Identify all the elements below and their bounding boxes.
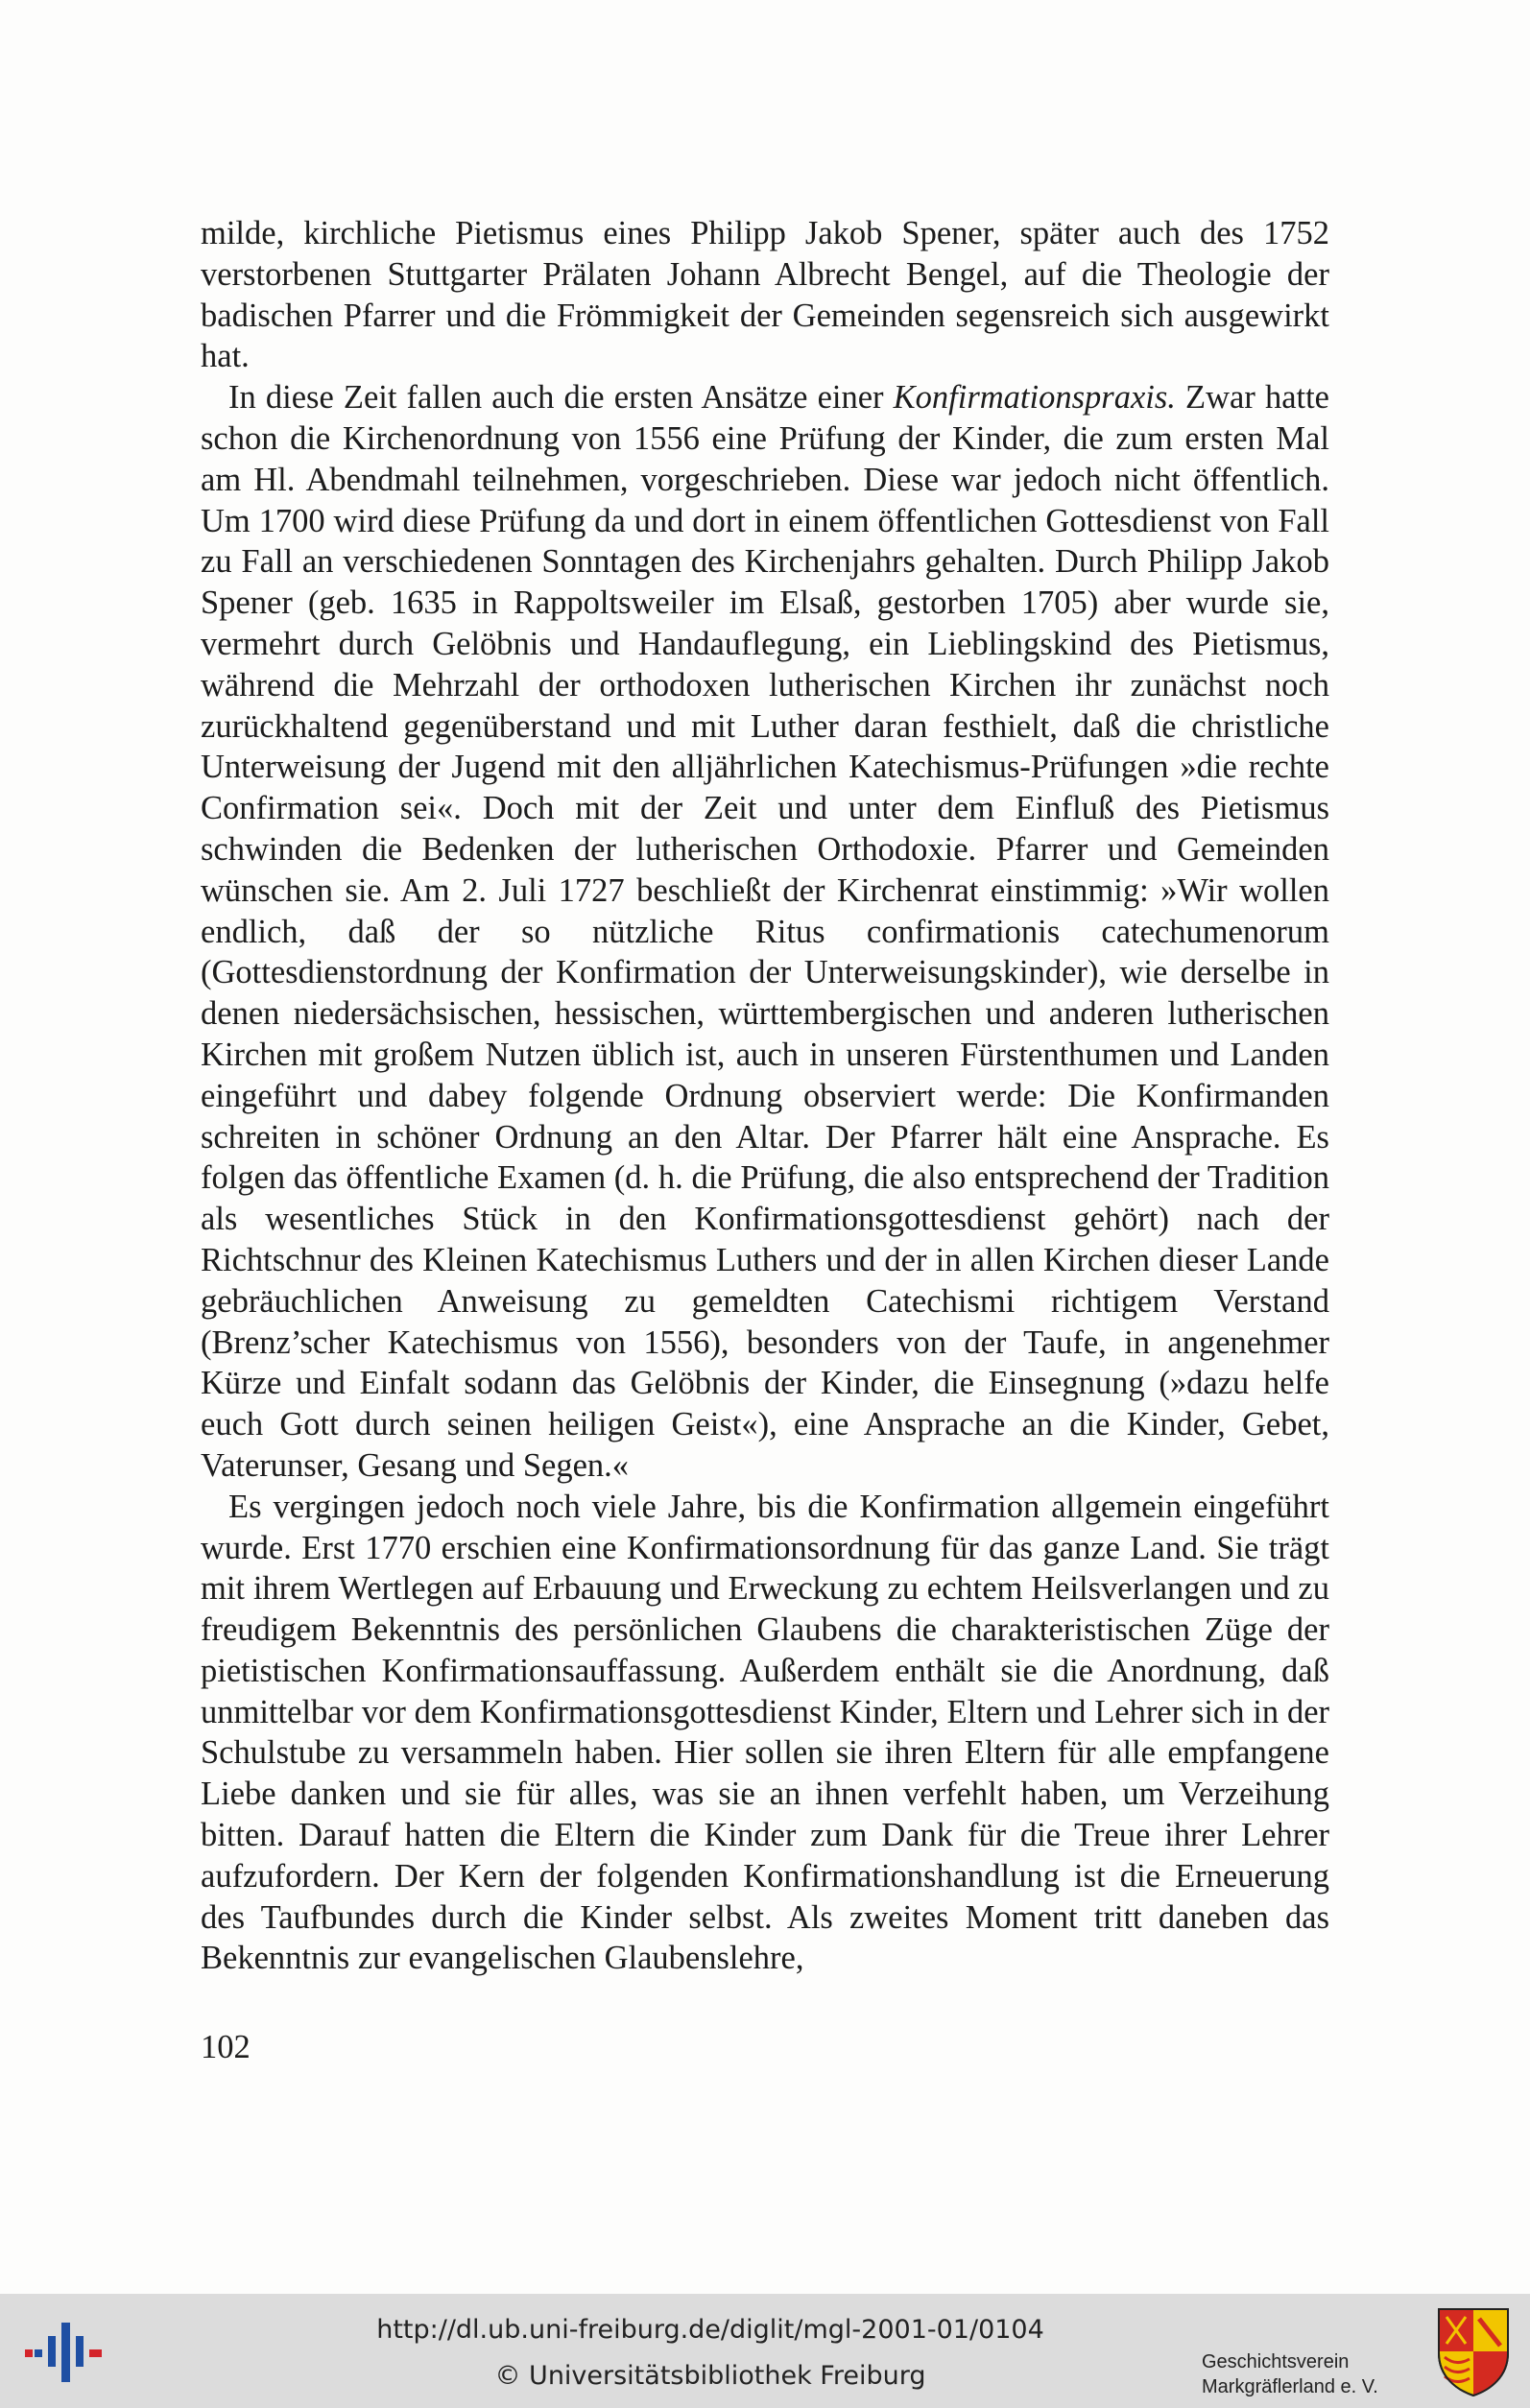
page-number: 102 bbox=[201, 2029, 251, 2065]
paragraph bbox=[201, 377, 1329, 1487]
society-line-2: Markgräflerland e. V. bbox=[1202, 2376, 1378, 2397]
society-line-1: Geschichtsverein bbox=[1202, 2351, 1350, 2372]
footer-bar bbox=[0, 2294, 1530, 2408]
copyright-notice: © Universitätsbibliothek Freiburg bbox=[494, 2361, 926, 2391]
body-text bbox=[201, 213, 1329, 1979]
text-run: milde, kirchliche Pietismus eines Philipp Jakob Spener, später auch des 1752 verstorbenen Stuttgarter Prälaten Johann Albrecht Bengel, auf die Theologie der badischen Pfarrer und die Frömmigkeit der Gemeinden segensreich sich ausgewirkt hat. bbox=[201, 215, 1329, 375]
society-name bbox=[1202, 2349, 1422, 2399]
ub-freiburg-logo-icon[interactable] bbox=[25, 2319, 102, 2386]
source-url-link[interactable]: http://dl.ub.uni-freiburg.de/diglit/mgl-2001-01/0104 bbox=[376, 2315, 1044, 2345]
text-run: In diese Zeit fallen auch die ersten Ansätze einer bbox=[228, 379, 894, 417]
paragraph bbox=[201, 1487, 1329, 1980]
italic-term: Konfirmationspraxis. bbox=[893, 379, 1176, 417]
text-run: Es vergingen jedoch noch viele Jahre, bis die Konfirmation allgemein eingeführt wurde. Erst 1770 erschien eine Konfirmationsordnung für das ganze Land. Sie trägt mit ihrem Wertlegen auf Erbauung und Erweckung zu echtem Heilsverlangen und zu freudigem Bekenntnis des persönlichen Glaubens die charakteristischen Züge der pietistischen Konfirmationsauffassung. Außerdem enthält sie die Anordnung, daß unmittelbar vor dem Konfirmationsgottesdienst Kinder, Eltern und Lehrer sich in der Schulstube zu versammeln haben. Hier sollen sie ihren Eltern für alle empfangene Liebe danken und sie für alles, was sie an ihnen verfehlt haben, um Verzeihung bitten. Darauf hatten die Eltern die Kinder zum Dank für die Treue ihrer Lehrer aufzufordern. Der Kern der folgenden Konfirmationshandlung ist die Erneuerung des Taufbundes durch die Kinder selbst. Als zweites Moment tritt daneben das Bekenntnis zur evangelischen Glaubenslehre, bbox=[201, 1488, 1329, 1977]
coat-of-arms-icon bbox=[1437, 2307, 1510, 2397]
paragraph bbox=[201, 213, 1329, 377]
text-run: Zwar hatte schon die Kirchenordnung von 1556 eine Prüfung der Kinder, die zum ersten Mal am Hl. Abendmahl teilnehmen, vorgeschrieben. Diese war jedoch nicht öffentlich. Um 1700 wird diese Prüfung da und dort in einem öffentlichen Gottesdienst von Fall zu Fall an verschiedenen Sonntagen des Kirchenjahrs gehalten. Durch Philipp Jakob Spener (geb. 1635 in Rappoltsweiler im Elsaß, gestorben 1705) aber wurde sie, vermehrt durch Gelöbnis und Handauflegung, ein Lieblingskind des Pietismus, während die Mehrzahl der orthodoxen lutherischen Kirchen ihr zunächst noch zurückhaltend gegenüberstand und mit Luther daran festhielt, daß die christliche Unterweisung der Jugend mit den alljährlichen Katechismus-Prüfungen »die rechte Confirmation sei«. Doch mit der Zeit und unter dem Einfluß des Pietismus schwinden die Bedenken der lutherischen Orthodoxie. Pfarrer und Gemeinden wünschen sie. Am 2. Juli 1727 beschließt der Kirchenrat einstimmig: »Wir wollen endlich, daß der so nützliche Ritus confirmationis catechumenorum (Gottesdienstordnung der Konfirmation der Unterweisungskinder), wie derselbe in denen niedersächsischen, hessischen, württembergischen und anderen lutherischen Kirchen mit großem Nutzen üblich ist, auch in unseren Fürstenthumen und Landen eingeführt und dabey folgende Ordnung observiert werde: Die Konfirmanden schreiten in schöner Ordnung an den Altar. Der Pfarrer hält eine Ansprache. Es folgen das öffentliche Examen (d. h. die Prüfung, die also entsprechend der Tradition als wesentliches Stück in den Konfirmationsgottesdienst gehört) nach der Richtschnur des Kleinen Katechismus Luthers und der in allen Kirchen dieser Lande gebräuchlichen Anweisung zu gemeldten Catechismi richtigem Verstand (Brenz’scher Katechismus von 1556), besonders von der Taufe, in angenehmer Kürze und Einfalt sodann das Gelöbnis der Kinder, die Einsegnung (»dazu helfe euch Gott durch seinen heiligen Geist«), eine Ansprache an die Kinder, Gebet, Vaterunser, Gesang und Segen.« bbox=[201, 379, 1329, 1484]
